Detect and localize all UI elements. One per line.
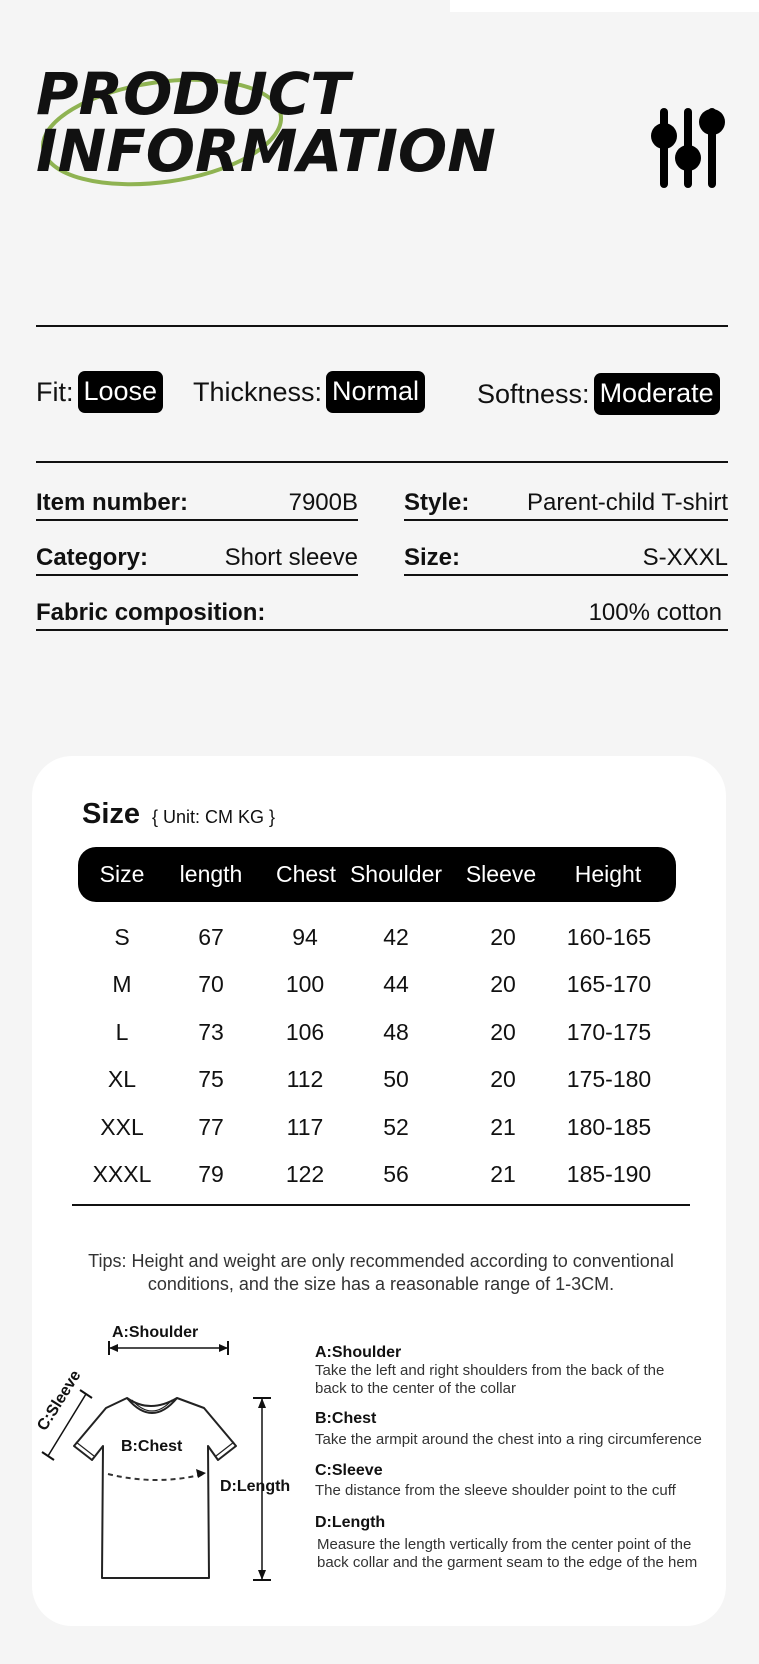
table-cell: 117 <box>286 1113 324 1140</box>
table-cell: 77 <box>198 1113 224 1140</box>
table-cell: 20 <box>490 971 516 998</box>
table-row <box>32 1009 726 1056</box>
measure-title: B:Chest <box>315 1410 377 1427</box>
table-cell: 48 <box>383 1018 409 1045</box>
attribute-label: Fit: <box>36 376 74 407</box>
table-cell: 75 <box>198 1066 224 1093</box>
table-cell: 21 <box>490 1113 516 1140</box>
diagram-label-length: D:Length <box>220 1478 291 1495</box>
table-cell: S <box>114 924 130 950</box>
diagram-label-sleeve: C:Sleeve <box>34 1367 85 1434</box>
table-cell: 44 <box>383 971 409 998</box>
table-row <box>32 1151 726 1198</box>
tips-text: Tips: Height and weight are only recommended according to conventional conditions, and the size has a reasonable range of 1-3CM. <box>88 1251 674 1294</box>
spec-value: Short sleeve <box>224 544 358 571</box>
spec-value: S-XXXL <box>642 544 728 571</box>
table-cell: 56 <box>383 1161 409 1187</box>
table-row <box>32 1104 726 1151</box>
attribute-badge: Moderate <box>594 373 720 415</box>
measure-desc: Take the left and right shoulders from the back of the back to the center of the collar <box>315 1362 665 1397</box>
table-cell: XXL <box>100 1113 144 1140</box>
table-cell: 73 <box>198 1018 224 1045</box>
table-cell: 20 <box>490 924 516 950</box>
spec-label: Category: <box>36 544 149 571</box>
size-chart-card <box>32 756 726 1626</box>
measure-title: C:Sleeve <box>315 1462 383 1479</box>
tshirt-icon <box>32 1316 322 1606</box>
spec-item-number <box>36 487 358 521</box>
table-row <box>32 961 726 1008</box>
spec-value: 100% cotton <box>588 599 722 626</box>
measure-desc: The distance from the sleeve shoulder point to the cuff <box>315 1482 676 1499</box>
spec-label: Fabric composition: <box>36 599 266 626</box>
top-strip <box>450 0 759 12</box>
spec-label: Size: <box>404 544 461 571</box>
table-cell: 67 <box>198 924 224 950</box>
slider-icon <box>646 104 730 192</box>
table-cell: 70 <box>198 971 224 998</box>
measure-shoulder <box>315 1344 725 1398</box>
table-cell: M <box>112 971 132 998</box>
size-chart-title: Size <box>82 798 141 830</box>
table-bottom-rule <box>72 1204 690 1206</box>
header-cell: Chest <box>275 861 337 887</box>
spec-label: Item number: <box>36 489 189 516</box>
spec-style <box>404 487 728 521</box>
measure-title: A:Shoulder <box>315 1344 402 1361</box>
table-row <box>32 914 726 961</box>
diagram-label-shoulder: A:Shoulder <box>112 1324 199 1341</box>
header-cell: Height <box>574 861 642 887</box>
title-line-1: PRODUCT <box>36 60 350 128</box>
table-cell: 112 <box>286 1066 324 1093</box>
table-cell: L <box>115 1018 129 1045</box>
divider-middle <box>36 461 728 463</box>
attribute-row <box>36 370 736 414</box>
table-row <box>32 1056 726 1103</box>
attribute-thickness <box>193 370 425 414</box>
header-cell: length <box>179 861 243 887</box>
spec-label: Style: <box>404 489 470 516</box>
diagram-label-chest: B:Chest <box>121 1438 183 1455</box>
table-cell: 165-170 <box>566 971 652 998</box>
divider-top <box>36 325 728 327</box>
header-cell: Shoulder <box>349 861 443 887</box>
attribute-softness <box>477 372 720 416</box>
spec-fabric <box>36 597 728 631</box>
header-cell: Sleeve <box>465 861 537 887</box>
size-heading <box>82 798 275 831</box>
spec-category <box>36 542 358 576</box>
attribute-badge: Loose <box>78 371 164 413</box>
measure-title: D:Length <box>315 1514 386 1531</box>
table-cell: XL <box>107 1066 137 1093</box>
table-cell: 180-185 <box>566 1113 652 1140</box>
table-cell: 100 <box>285 971 325 998</box>
attribute-label: Softness: <box>477 378 590 409</box>
measure-sleeve <box>315 1462 725 1500</box>
title-line-2: INFORMATION <box>36 117 496 185</box>
spec-value: 7900B <box>288 489 358 516</box>
measure-chest <box>315 1410 725 1449</box>
measure-desc: Take the armpit around the chest into a ring circumference <box>315 1431 702 1448</box>
header-cell: Size <box>99 861 145 887</box>
table-cell: 50 <box>383 1066 409 1093</box>
page-title <box>36 60 496 185</box>
table-cell: 122 <box>285 1161 325 1187</box>
table-cell: 20 <box>490 1066 516 1093</box>
size-chart-unit: { Unit: CM KG } <box>152 807 276 827</box>
table-cell: 170-175 <box>566 1018 652 1045</box>
spec-size <box>404 542 728 576</box>
attribute-label: Thickness: <box>193 376 323 407</box>
table-cell: 42 <box>383 924 409 950</box>
table-cell: 21 <box>490 1161 516 1187</box>
table-cell: 106 <box>285 1018 325 1045</box>
table-cell: XXXL <box>92 1161 152 1187</box>
measure-length <box>315 1514 725 1572</box>
table-cell: 94 <box>292 924 318 950</box>
table-cell: 185-190 <box>566 1161 652 1187</box>
attribute-badge: Normal <box>326 371 425 413</box>
table-cell: 79 <box>198 1161 224 1187</box>
measure-desc: Measure the length vertically from the center point of the back collar and the garment seam to the edge of the hem <box>317 1536 698 1571</box>
spec-value: Parent-child T-shirt <box>527 489 728 516</box>
table-cell: 20 <box>490 1018 516 1045</box>
size-table-header <box>78 847 676 902</box>
table-cell: 175-180 <box>566 1066 652 1093</box>
table-cell: 160-165 <box>566 924 652 950</box>
attribute-fit <box>36 370 163 414</box>
table-cell: 52 <box>383 1113 409 1140</box>
